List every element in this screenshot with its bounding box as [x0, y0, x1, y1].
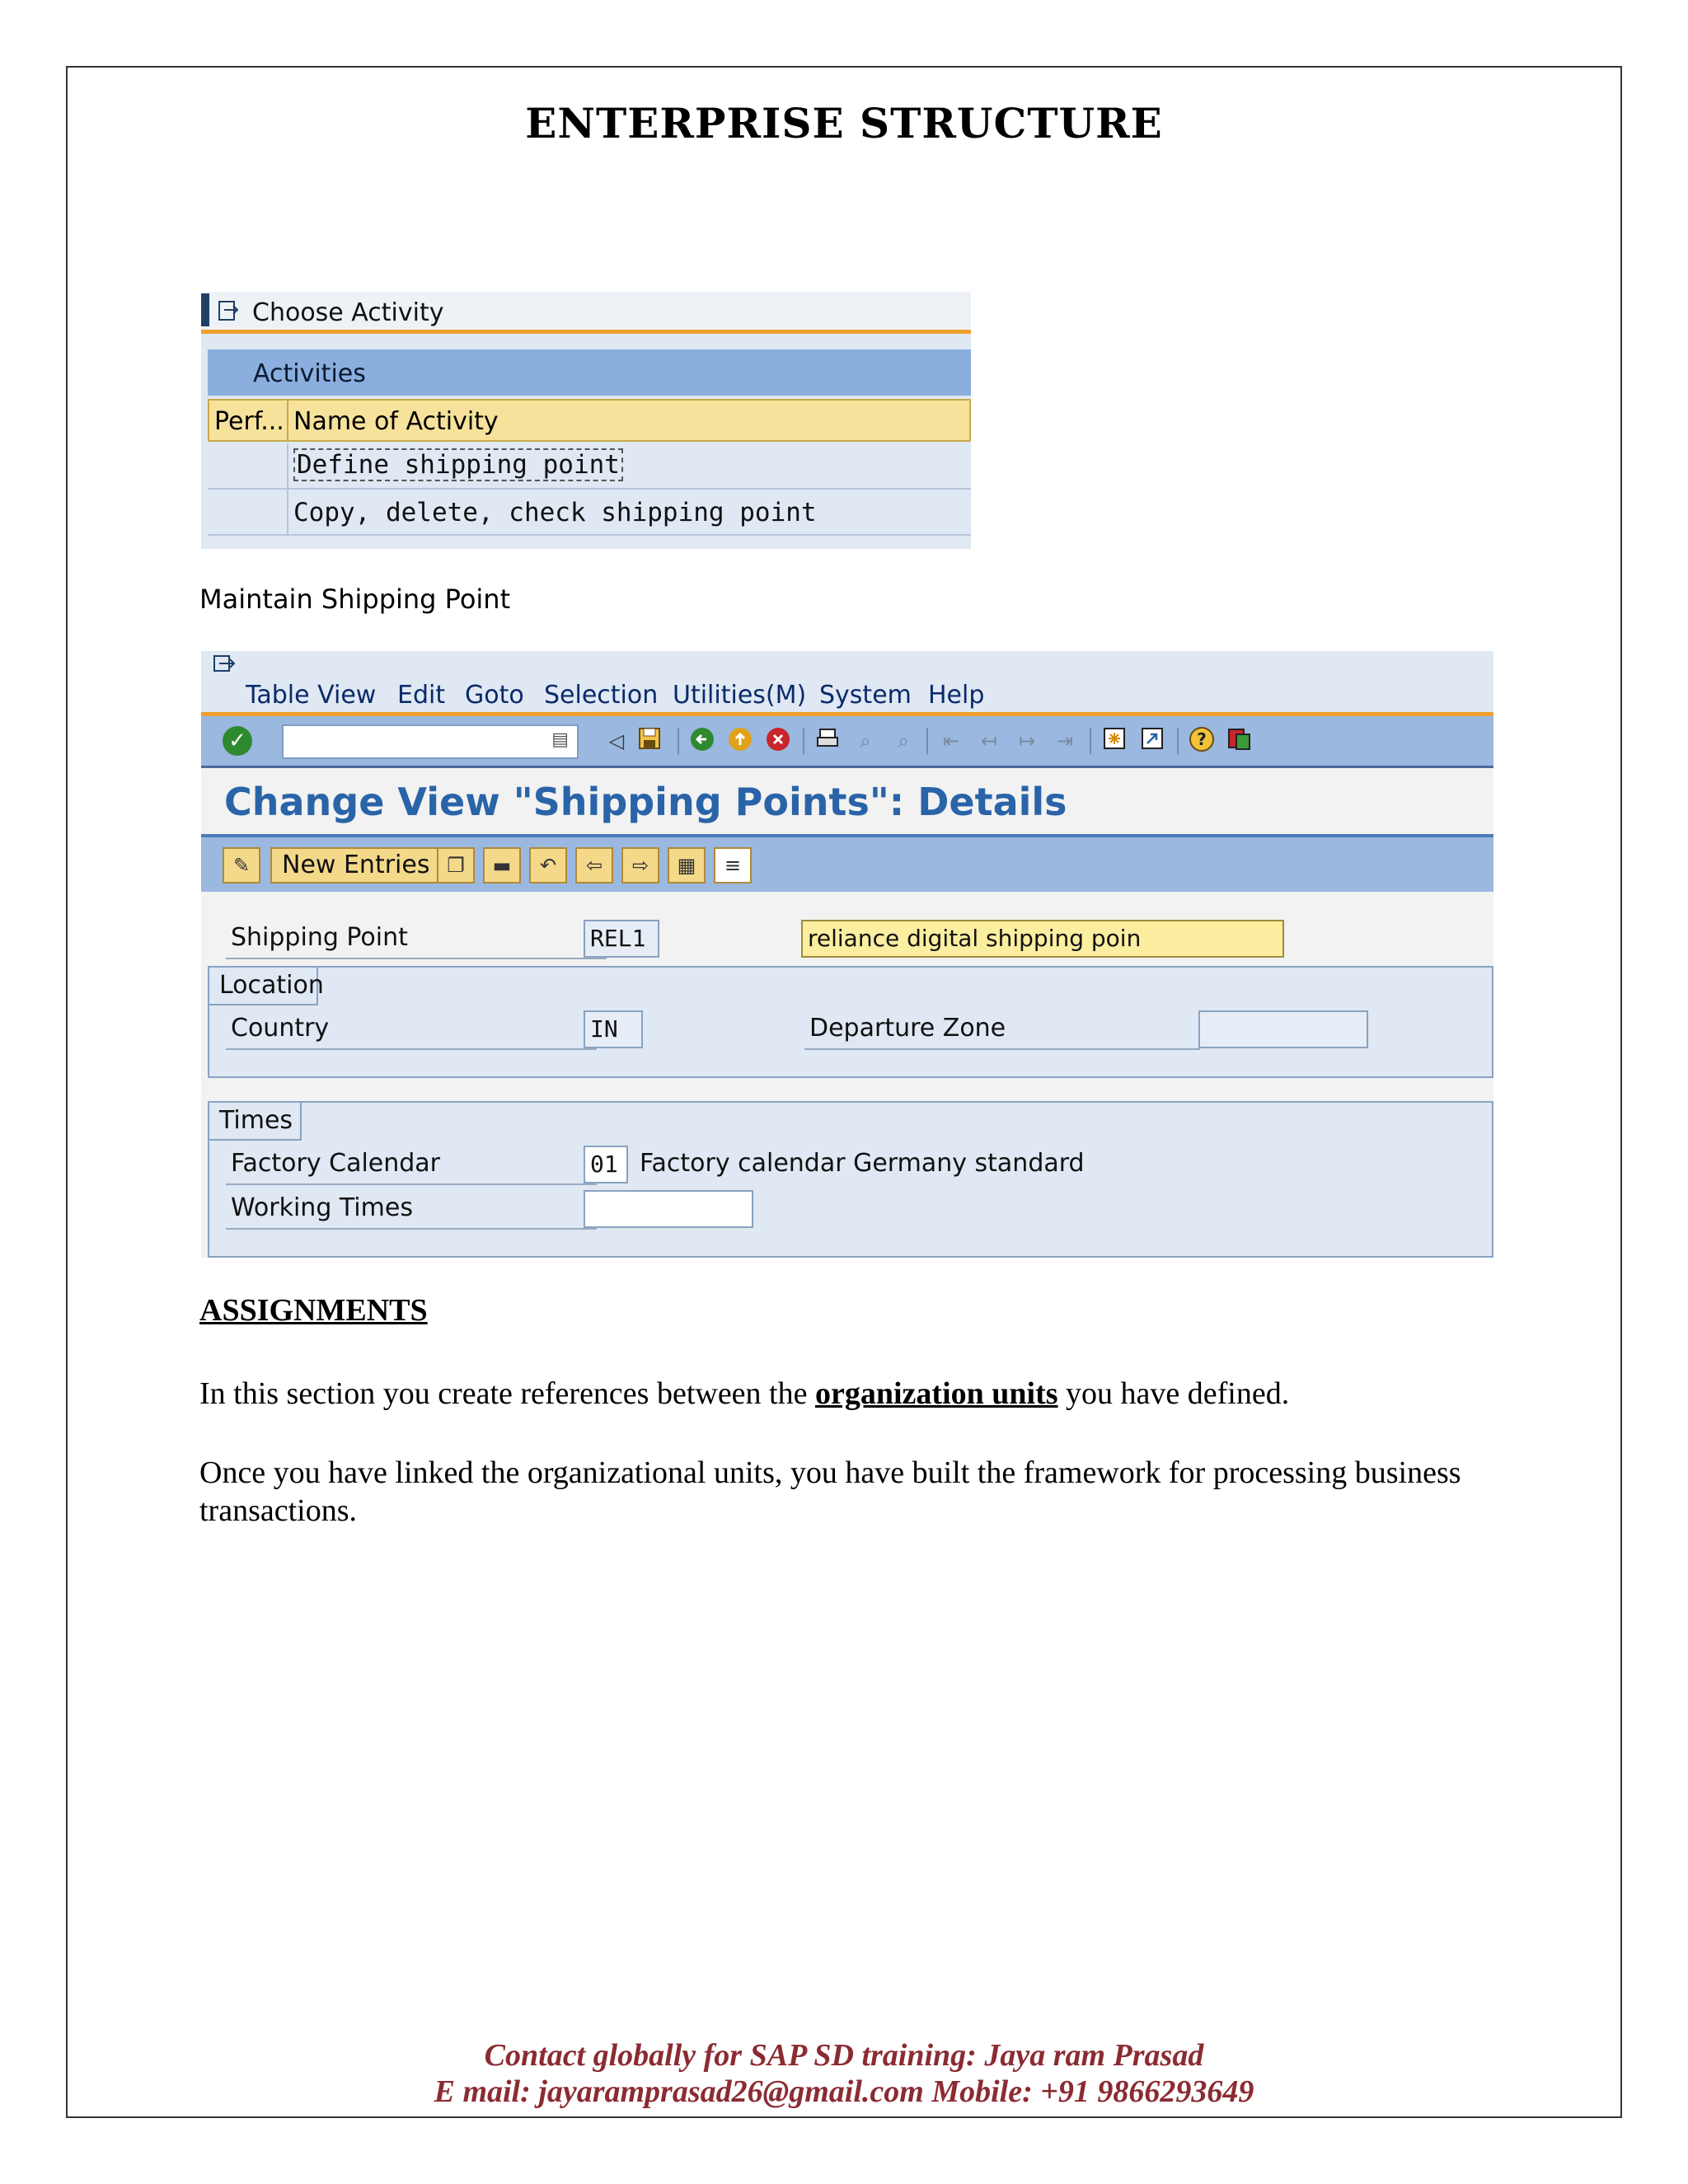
back-arrow-icon[interactable]: ◁ [608, 729, 625, 752]
screen-title: Change View "Shipping Points": Details [224, 780, 1067, 824]
shipping-point-label: Shipping Point [231, 923, 408, 952]
back-icon[interactable] [687, 726, 717, 756]
factory-calendar-field[interactable]: 01 [584, 1146, 628, 1183]
choose-activity-panel [201, 292, 971, 549]
page-title: ENTERPRISE STRUCTURE [525, 99, 1163, 148]
next-page-icon[interactable]: ↦ [1018, 729, 1036, 752]
footer-email-mobile-line: E mail: jayaramprasad26@gmail.com Mobile: +91 9866293649 [434, 2074, 1254, 2109]
shipping-point-description-field[interactable]: reliance digital shipping poin [801, 920, 1284, 958]
menu-system[interactable]: System [819, 681, 912, 710]
column-perf[interactable]: Perf... [209, 401, 288, 440]
previous-page-icon[interactable]: ↤ [980, 729, 998, 752]
country-field[interactable]: IN [584, 1010, 643, 1048]
assignments-paragraph-2: Once you have linked the organizational units, you have built the framework for processing business transactions. [199, 1455, 1461, 1528]
cancel-icon[interactable] [763, 726, 793, 756]
new-entries-button[interactable]: New Entries [270, 847, 441, 883]
save-icon[interactable] [635, 726, 664, 756]
command-field[interactable] [282, 724, 579, 759]
caption-maintain-shipping-point: Maintain Shipping Point [199, 583, 511, 615]
menu-edit[interactable]: Edit [397, 681, 446, 710]
assignments-heading: ASSIGNMENTS [199, 1293, 428, 1328]
previous-entry-icon[interactable]: ⇦ [575, 847, 613, 883]
command-dropdown-icon[interactable]: ▤ [551, 729, 569, 750]
activities-column-header [208, 399, 971, 442]
find-icon[interactable]: ⌕ [860, 729, 871, 752]
svg-text:?: ? [1197, 729, 1207, 749]
working-times-field[interactable] [584, 1190, 753, 1228]
undo-change-icon[interactable]: ↶ [529, 847, 567, 883]
menu-help[interactable]: Help [928, 681, 985, 710]
activities-label: Activities [253, 359, 366, 388]
delete-icon[interactable]: ▬ [483, 847, 521, 883]
choose-activity-icon [218, 300, 239, 321]
help-icon[interactable] [1187, 726, 1217, 756]
copy-as-icon[interactable]: ❐ [437, 847, 475, 883]
first-page-icon[interactable]: ⇤ [942, 729, 960, 752]
display-change-icon[interactable]: ✎ [223, 847, 260, 883]
deselect-all-icon[interactable]: ≡ [714, 847, 752, 883]
menu-selection[interactable]: Selection [544, 681, 659, 710]
choose-activity-header [201, 292, 971, 334]
footer-contact-line: Contact globally for SAP SD training: Jaya ram Prasad [484, 2038, 1204, 2073]
shipping-point-field[interactable]: REL1 [584, 920, 659, 958]
activity-copy-delete-check[interactable]: Copy, delete, check shipping point [293, 498, 817, 527]
exit-icon[interactable] [725, 726, 755, 756]
enter-icon[interactable]: ✓ [223, 726, 252, 756]
menu-bar [201, 651, 1493, 716]
working-times-label: Working Times [231, 1193, 413, 1222]
activity-row[interactable] [208, 490, 971, 536]
choose-activity-title: Choose Activity [252, 298, 444, 327]
departure-zone-label: Departure Zone [809, 1014, 1006, 1043]
assignments-paragraph-1: In this section you create references between the organization units you have defined. [199, 1376, 1290, 1411]
new-session-icon[interactable] [1100, 726, 1129, 756]
factory-calendar-label: Factory Calendar [231, 1149, 441, 1178]
departure-zone-field[interactable] [1198, 1010, 1368, 1048]
sap-window [201, 651, 1493, 1258]
shortcut-icon[interactable] [1137, 726, 1167, 756]
activity-row[interactable] [208, 443, 971, 490]
times-group [208, 1101, 1493, 1258]
header-accent-bar [201, 293, 209, 326]
menu-goto[interactable]: Goto [465, 681, 524, 710]
perf-cell [208, 490, 288, 534]
last-page-icon[interactable]: ⇥ [1056, 729, 1074, 752]
system-menu-icon[interactable] [213, 654, 236, 680]
column-name-of-activity[interactable]: Name of Activity [293, 407, 499, 436]
menu-table-view[interactable]: Table View [246, 681, 377, 710]
activity-define-shipping-point[interactable]: Define shipping point [293, 448, 623, 481]
select-all-icon[interactable]: ▦ [668, 847, 706, 883]
application-toolbar [201, 834, 1493, 892]
organization-units-link[interactable]: organization units [814, 1376, 1058, 1411]
customize-layout-icon[interactable] [1225, 726, 1254, 756]
standard-toolbar [201, 716, 1493, 768]
country-label: Country [231, 1014, 330, 1043]
print-icon[interactable] [813, 726, 842, 756]
activities-section-header [208, 349, 971, 396]
location-group [208, 966, 1493, 1078]
menu-utilities[interactable]: Utilities(M) [673, 681, 807, 710]
factory-calendar-description: Factory calendar Germany standard [640, 1149, 1085, 1178]
times-group-tab: Times [209, 1103, 302, 1141]
perf-cell [208, 443, 288, 488]
next-entry-icon[interactable]: ⇨ [621, 847, 659, 883]
find-next-icon[interactable]: ⌕ [898, 729, 909, 752]
location-group-tab: Location [209, 968, 318, 1005]
